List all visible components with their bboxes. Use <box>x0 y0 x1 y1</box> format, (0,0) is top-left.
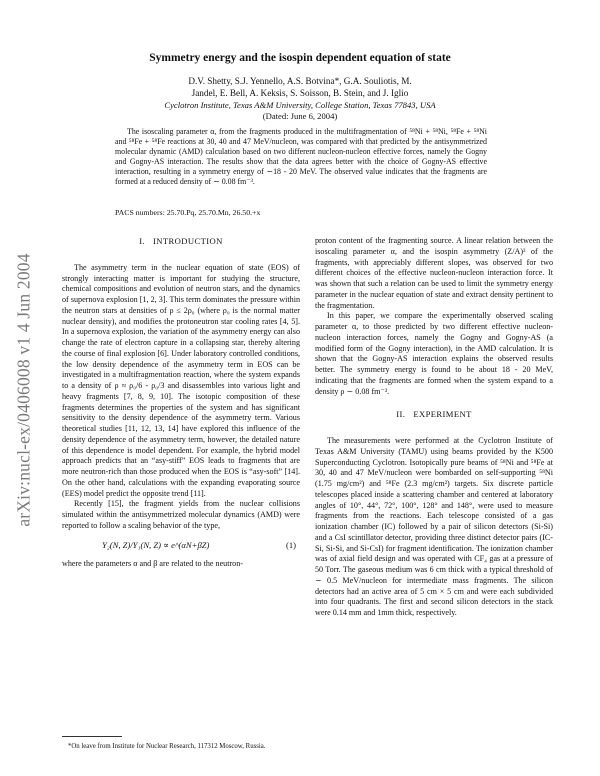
author-line-2: Jandel, E. Bell, A. Keksis, S. Soisson, B. Stein, and J. Iglio <box>191 88 409 99</box>
affiliation: Cyclotron Institute, Texas A&M University, College Station, Texas 77843, USA <box>164 100 436 110</box>
footnote: *On leave from Institute for Nuclear Research, 117312 Moscow, Russia. <box>68 743 266 750</box>
equation-1 <box>62 535 300 557</box>
section-number: I. <box>139 236 146 246</box>
intro-paragraph-2: Recently [15], the fragment yields from the nuclear collisions simulated within the antisymmetrized molecular dynamics (AMD) were reported to follow a scaling behavior of the type, <box>62 499 300 530</box>
section-heading-introduction <box>62 236 300 247</box>
experiment-paragraph-1: The measurements were performed at the Cyclotron Institute of Texas A&M University (TAMU) using beams provided by the K500 Superconducting Cyclotron. Isotopically pure beams of ⁵⁸Ni and ⁵⁸Fe at 30, 40 and 47 MeV/nucleon were bombarded on self-supporting ⁵⁸Ni (1.75 mg/cm²) and ⁵⁸Fe (2.3 mg/cm²) targets. Six discrete particle telescopes placed inside a scattering chamber and centered at laboratory angles of 10°, 44°, 72°, 100°, 128° and 148°, were used to measure fragments from the reactions. Each telescope consisted of a gas ionization chamber (IC) followed by a pair of silicon detectors (Si-Si) and a CsI scintillator detector, providing three distinct detector pairs (IC-Si, Si-Si, and Si-CsI) for fragment identification. The ionization chamber was of axial field design and was operated with CF₄ gas at a pressure of 50 Torr. The gaseous medium was 6 cm thick with a typical threshold of ∼ 0.5 MeV/nucleon for intermediate mass fragments. The silicon detectors had an active area of 5 cm × 5 cm and were each subdivided into four quadrants. The first and second silicon detectors in the stack were 0.14 mm and 1mm thick, respectively. <box>315 436 553 617</box>
intro-paragraph-4: In this paper, we compare the experimentally observed scaling parameter α, to those predicted by two different effective nucleon-nucleon interaction forces, namely the Gogny and Gogny-AS (a modified form of the Gogny interaction), in the AMD calculation. It is shown that the Gogny-AS interaction explains the observed results better. The symmetry energy is found to be about 18 - 20 MeV, indicating that the fragments are formed when the system expand to a density ρ ∼ 0.08 fm⁻³. <box>315 311 553 396</box>
left-column <box>62 236 300 569</box>
equation-body: Y₂(N, Z)/Y₁(N, Z) ∝ e^(αN+βZ) <box>102 539 210 550</box>
date-line: (Dated: June 6, 2004) <box>262 111 338 121</box>
author-list <box>60 75 540 100</box>
intro-paragraph-1: The asymmetry term in the nuclear equation of state (EOS) of strongly interacting matter is important for studying the structure, chemical compositions and evolution of neutron stars, and the dynamics of supernova explosion [1, 2, 3]. This term dominates the pressure within the neutron stars at densities of ρ ≤ 2ρ₀ (where ρ₀ is the normal matter nuclear density), and modifies the protoneutron star cooling rates [4, 5]. In a supernova explosion, the variation of the asymmetry energy can also change the rate of electron capture in a collapsing star, thereby altering the course of final explosion [6]. Under laboratory controlled conditions, the low density dependence of the asymmetry term in EOS can be investigated in a multifragmentation reaction, where the system expands to a density of ρ ≈ ρ₀/6 - ρ₀/3 and disassembles into various light and heavy fragments [7, 8, 9, 10]. The isotopic composition of these fragments determines the properties of the system and has significant sensitivity to the density dependence of the asymmetry term. Various theoretical studies [11, 12, 13, 14] have explored this influence of the density dependence of the asymmetry term, however, the detailed nature of this dependence is model dependent. For example, the hybrid model approach predicts that an “asy-stiff” EOS leads to fragments that are more neutron-rich than those produced when the EOS is “asy-soft” [14]. On the other hand, calculations with the expanding evaporating source (EES) model predict the opposite trend [11]. <box>62 262 300 498</box>
author-line-1: D.V. Shetty, S.J. Yennello, A.S. Botvina*, G.A. Souliotis, M. <box>188 76 412 86</box>
intro-paragraph-continued: proton content of the fragmenting source. A linear relation between the isoscaling parameter α, and the isospin asymmetry (Z/A)² of the fragments, with appreciably different slopes, was observed for two different choices of the effective nucleon-nucleon interaction force. It was shown that such a relation can be used to limit the symmetry energy parameter in the nuclear equation of state and extract density pertinent to the fragmentation. <box>315 236 553 310</box>
section-title: EXPERIMENT <box>413 409 472 420</box>
abstract: The isoscaling parameter α, from the fragments produced in the multifragmentation of ⁵⁸Ni + ⁵⁸Ni, ⁵⁸Fe + ⁵⁸Ni and ⁵⁸Fe + ⁵⁸Fe reactions at 30, 40 and 47 MeV/nucleon, was compared with that predicted by the antisymmetrized molecular dynamic (AMD) calculation based on two different nucleon-nucleon effective forces, namely the Gogny and Gogny-AS interaction. The results show that the data agrees better with the choice of Gogny-AS effective interaction, resulting in a symmetry energy of ∼18 - 20 MeV. The observed value indicates that the fragments are formed at a reduced density of ∼ 0.08 fm⁻³. <box>115 127 487 187</box>
section-title: INTRODUCTION <box>153 236 223 246</box>
equation-number: (1) <box>285 539 296 550</box>
right-column <box>315 236 553 619</box>
section-heading-experiment <box>315 409 553 420</box>
intro-paragraph-3: where the parameters α and β are related to the neutron- <box>62 558 243 568</box>
arxiv-identifier-stamp <box>4 230 44 550</box>
footnote-rule <box>62 736 122 737</box>
section-number: II. <box>396 409 406 420</box>
paper-title: Symmetry energy and the isospin dependent equation of state <box>149 52 451 64</box>
arxiv-identifier-text: arXiv:nucl-ex/0406008 v1 4 Jun 2004 <box>13 253 34 527</box>
pacs-numbers: PACS numbers: 25.70.Pq, 25.70.Mn, 26.50.+x <box>115 208 261 217</box>
